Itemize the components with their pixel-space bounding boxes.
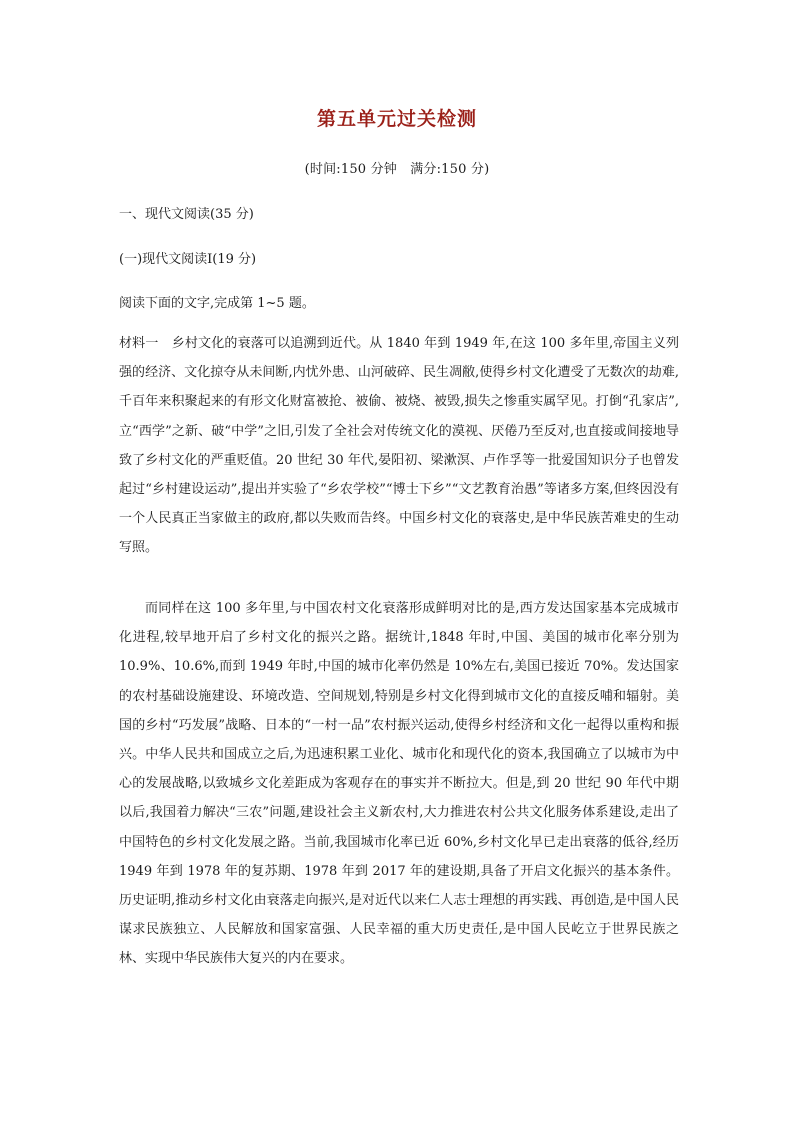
passage-paragraph: 而同样在这 100 多年里,与中国农村文化衰落形成鲜明对比的是,西方发达国家基本完成城市化进程,较早地开启了乡村文化的振兴之路。据统计,1848 年时,中国、美国的城市化率分别为 10.9%、10.6%,而到 1949 年时,中国的城市化率仍然是 10%左右,美国已接近 70%。发达国家的农村基础设施建设、环境改造、空间规划,特别是乡村文化得到城市文化的直接反哺和辐射。美国的乡村“巧发展”战略、日本的“一村一品”农村振兴运动,使得乡村经济和文化一起得以重构和振兴。中华人民共和国成立之后,为迅速积累工业化、城市化和现代化的资本,我国确立了以城市为中心的发展战略,以致城乡文化差距成为客观存在的事实并不断拉大。但是,到 20 世纪 90 年代中期以后,我国着力解决“三农”问题,建设社会主义新农村,大力推进农村公共文化服务体系建设,走出了中国特色的乡村文化发展之路。当前,我国城市化率已近 60%,乡村文化早已走出衰落的低谷,经历 1949 年到 1978 年的复苏期、1978 年到 2017 年的建设期,具备了开启文化振兴的基本条件。历史证明,推动乡村文化由衰落走向振兴,是对近代以来仁人志士理想的再实践、再创造,是中国人民谋求民族独立、人民解放和国家富强、人民幸福的重大历史责任,是中国人民屹立于世界民族之林、实现中华民族伟大复兴的内在要求。 — [119, 601, 679, 967]
passage-paragraph: 材料一 乡村文化的衰落可以追溯到近代。从 1840 年到 1949 年,在这 100 多年里,帝国主义列强的经济、文化掠夺从未间断,内忧外患、山河破碎、民生凋敝,使得乡村文化遭受了无数次的劫难,千百年来积聚起来的有形文化财富被抢、被偷、被烧、被毁,损失之惨重实属罕见。打倒“孔家店”,立“西学”之新、破“中学”之旧,引发了全社会对传统文化的漠视、厌倦乃至反对,也直接或间接地导致了乡村文化的严重贬值。20 世纪 30 年代,晏阳初、梁漱溟、卢作孚等一批爱国知识分子也曾发起过“乡村建设运动”,提出并实验了“乡农学校”“博士下乡”“文艺教育治愚”等诸多方案,但终因没有一个人民真正当家做主的政府,都以失败而告终。中国乡村文化的衰落史,是中华民族苦难史的生动写照。 — [119, 336, 679, 556]
reading-instruction: 阅读下面的文字,完成第 1~5 题。 — [119, 296, 315, 311]
document-title: 第五单元过关检测 — [316, 108, 477, 130]
section-heading: 一、现代文阅读(35 分) — [119, 207, 254, 222]
subsection-heading: (一)现代文阅读Ⅰ(19 分) — [119, 252, 257, 267]
exam-time-and-score: (时间:150 分钟 满分:150 分) — [304, 162, 490, 177]
